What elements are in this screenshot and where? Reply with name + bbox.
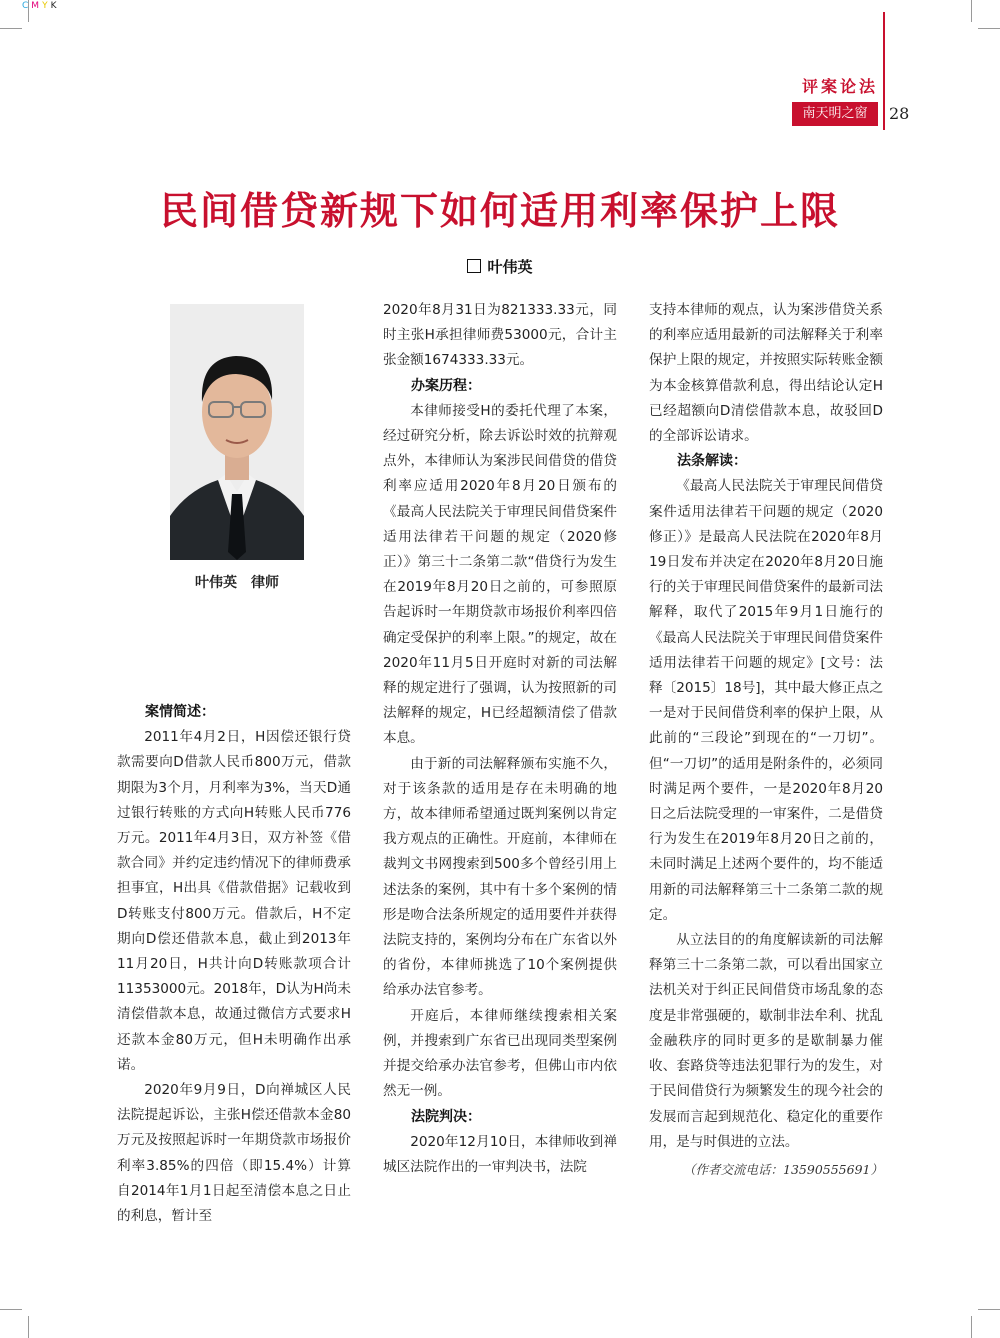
paragraph: 从立法目的的角度解读新的司法解释第三十二条第二款，可以看出国家立法机关对于纠正民间借贷市场乱象的态度是非常强硬的，歇制非法牟利、扰乱金融秩序的同时更多的是歇制暴力催收、套路贷等违法犯罪行为的发生，对于民间借贷行为频繁发生的现今社会的发展而言起到规范化、稳定化的重要作用，是与时俱进的立法。 [649,932,883,1150]
byline-box-icon [467,259,481,273]
page-number: 28 [889,104,910,123]
paragraph: 2011年4月2日，H因偿还银行贷款需要向D借款人民币800万元，借款期限为3个月，月利率为3%，当天D通过银行转账的方式向H转账人民币776万元。2011年4月3日，双方补签《借款合同》并约定违约情况下的律师费承担事宜，H出具《借款借据》记载收到D转账支付800万元。借款后，H不定期向D偿还借款本息，截止到2013年11月20日，H共计向D转账款项合计11353000元。2018年，D认为H尚未清偿借款本息，故通过微信方式要求H还款本金80万元，但H未明确作出承诺。 [117,729,351,1073]
crop-mark [978,28,1000,29]
crop-mark [971,1316,972,1338]
paragraph: 2020年9月9日，D向禅城区人民法院提起诉讼，主张H偿还借款本金80万元及按照起诉时一年期贷款市场报价利率3.85%的四倍（即15.4%）计算自2014年1月1日起至清偿本息之日止的利息，暂计至 [117,1082,351,1225]
byline [0,256,1000,277]
photo-caption: 叶伟英 律师 [195,575,279,591]
cmyk-registration-label: CMYK [22,1,60,11]
paragraph: 支持本律师的观点，认为案涉借贷关系的利率应适用最新的司法解释关于利率保护上限的规定，并按照实际转账金额为本金核算借款利息，得出结论认定H已经超额向D清偿借款本息，故驳回D的全部诉讼请求。 [649,302,883,445]
crop-mark [0,1309,22,1310]
heading-case-summary: 案情简述： [145,704,215,720]
paragraph: 2020年12月10日，本律师收到禅城区法院作出的一审判决书，法院 [383,1133,617,1175]
heading-law-interpretation: 法条解读： [677,453,747,470]
crop-mark [0,28,22,29]
column-badge: 南天明之窗 [792,102,878,126]
author-contact: （作者交流电话：13590555691） [683,1161,883,1177]
crop-mark [978,1309,1000,1310]
text-column-1 [117,700,351,1229]
text-column-3 [649,298,883,1182]
crop-mark [28,1316,29,1338]
section-label: 评案论法 [801,77,878,96]
heading-case-process: 办案历程： [411,377,481,394]
paragraph: 本律师接受H的委托代理了本案，经过研究分析，除去诉讼时效的抗辩观点外，本律师认为案涉民间借贷的借贷利率应适用2020年8月20日颁布的《最高人民法院关于审理民间借贷案件适用法律若干问题的规定（2020修正）》第三十二条第二款“借贷行为发生在2019年8月20日之前的，可参照原告起诉时一年期贷款市场报价利率四倍确定受保护的利率上限。”的规定，故在2020年11月5日开庭时对新的司法解释的规定进行了强调，认为按照新的司法解释的规定，H已经超额清偿了借款本息。 [383,402,617,747]
paragraph: 2020年8月31日为821333.33元，同时主张H承担律师费53000元，合计主张金额1674333.33元。 [383,302,617,369]
author-portrait-icon [170,304,304,560]
article-title: 民间借贷新规下如何适用利率保护上限 [159,189,840,233]
crop-mark [971,0,972,22]
header-vertical-rule [883,12,885,130]
paragraph: 《最高人民法院关于审理民间借贷案件适用法律若干问题的规定（2020修正）》是最高人民法院在2020年8月19日发布并决定在2020年8月20日施行的关于审理民间借贷案件的最新司法解释，取代了2015年9月1日施行的《最高人民法院关于审理民间借贷案件适用法律若干问题的规定》[文号：法释〔2015〕18号]，其中最大修正点之一是对于民间借贷利率的保护上限，从此前的“三段论”到现在的“一刀切”。但“一刀切”的适用是附条件的，必须同时满足两个要件，一是2020年8月20日之后法院受理的一审案件，二是借贷行为发生在2019年8月20日之前的，未同时满足上述两个要件的，均不能适用新的司法解释第三十二条第二款的规定。 [649,478,883,923]
author-photo [170,304,304,560]
heading-court-judgment: 法院判决： [411,1108,481,1125]
author-name: 叶伟英 [487,258,533,276]
paragraph: 开庭后，本律师继续搜索相关案例，并搜索到广东省已出现同类型案例并提交给承办法官参考，但佛山市内依然无一例。 [383,1007,617,1100]
paragraph: 由于新的司法解释颁布实施不久，对于该条款的适用是存在未明确的地方，故本律师希望通过既判案例以肯定我方观点的正确性。开庭前，本律师在裁判文书网搜索到500多个曾经引用上述法条的案例，其中有十多个案例的情形是吻合法条所规定的适用要件并获得法院支持的，案例均分布在广东省以外的省份，本律师挑选了10个案例提供给承办法官参考。 [383,755,617,999]
text-column-2 [383,298,617,1180]
